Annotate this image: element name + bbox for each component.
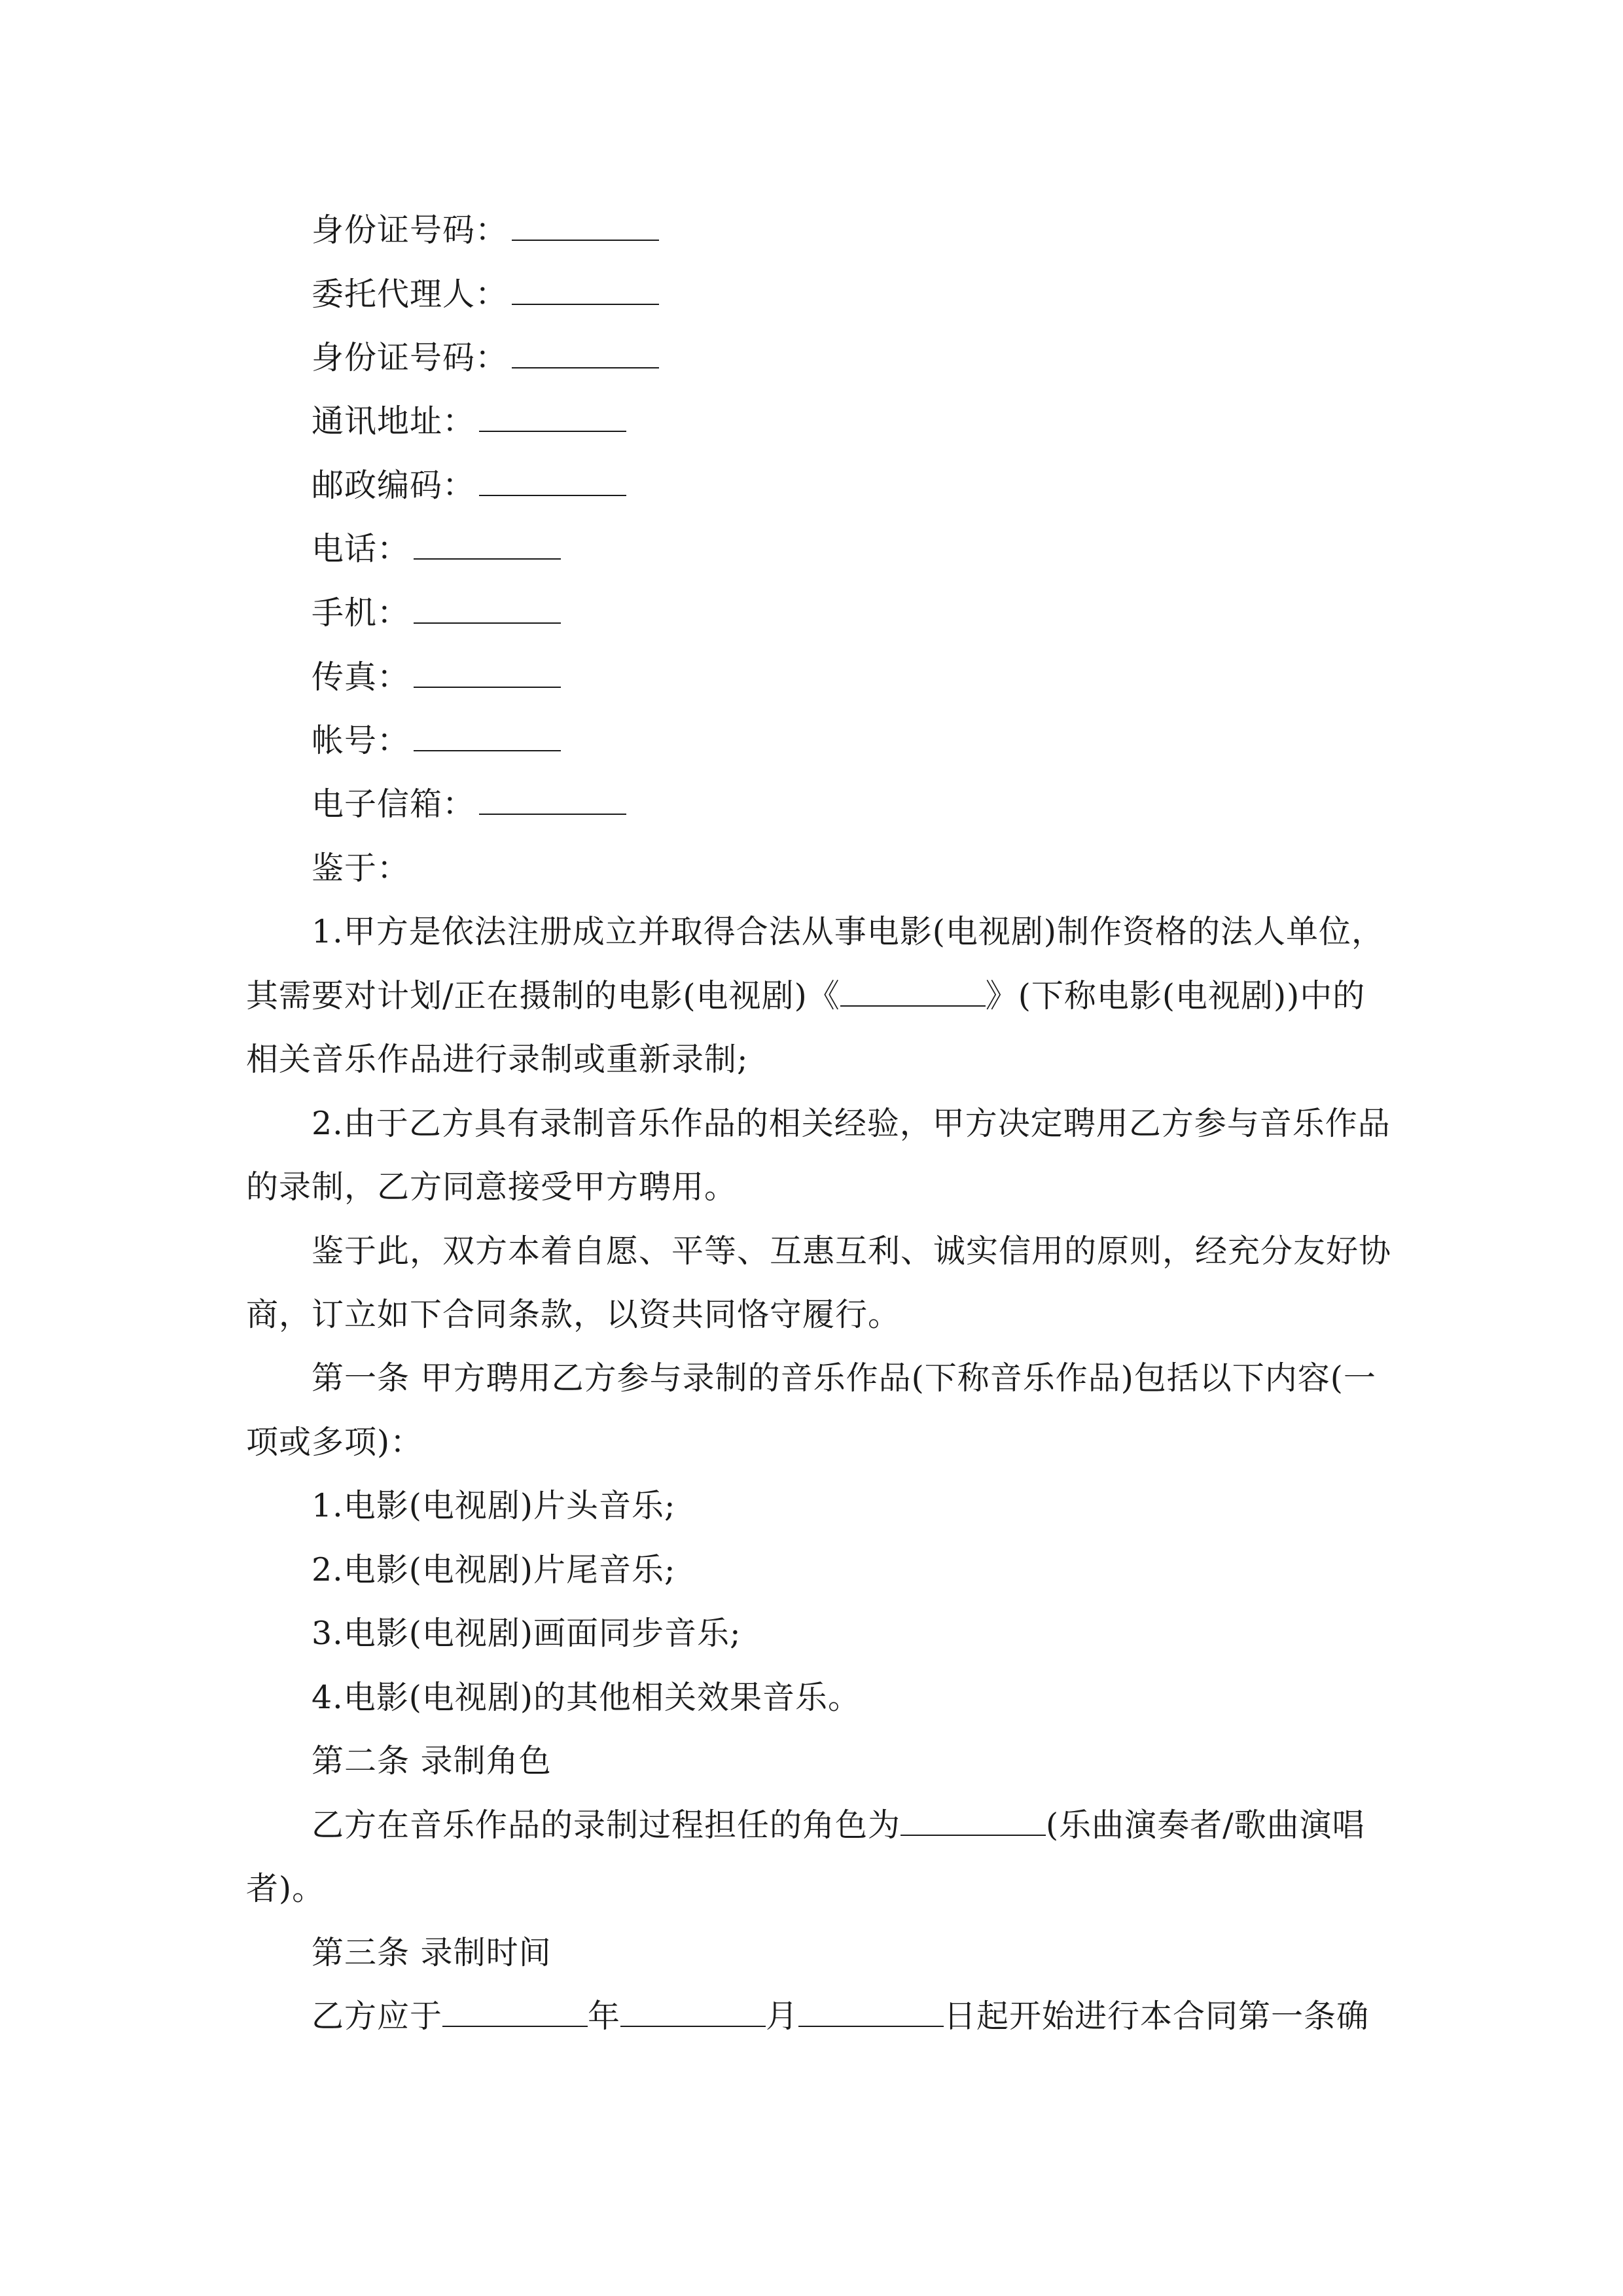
field-phone: [312, 529, 561, 569]
field-label: 邮政编码：: [312, 467, 476, 504]
text-segment: 乙方应于: [312, 1998, 443, 2035]
field-postcode: [312, 466, 626, 505]
field-account: [312, 721, 561, 761]
fill-blank[interactable]: [414, 596, 561, 624]
article1-item-4: 4.电影(电视剧)的其他相关效果音乐。: [312, 1679, 861, 1716]
field-label: 电话：: [312, 530, 410, 567]
whereas-p1-line2: [246, 977, 1365, 1016]
field-label: 通讯地址：: [312, 403, 476, 440]
whereas-heading: 鉴于：: [312, 850, 410, 887]
field-mobile: [312, 594, 561, 633]
whereas-p3-line2: 商，订立如下合同条款，以资共同恪守履行。: [246, 1296, 901, 1333]
article1-item-3: 3.电影(电视剧)画面同步音乐;: [312, 1615, 741, 1652]
field-label: 帐号：: [312, 722, 410, 759]
article2-heading: 第二条 录制角色: [312, 1742, 552, 1780]
whereas-p2-line1: 2.由于乙方具有录制音乐作品的相关经验，甲方决定聘用乙方参与音乐作品: [312, 1105, 1391, 1142]
whereas-p1-line3: 相关音乐作品进行录制或重新录制;: [246, 1041, 749, 1078]
text-segment: 其需要对计划/正在摄制的电影(电视剧)《: [246, 977, 840, 1014]
whereas-p2-line2: 的录制，乙方同意接受甲方聘用。: [246, 1168, 738, 1206]
article3-heading: 第三条 录制时间: [312, 1934, 552, 1971]
field-id-number: [312, 211, 659, 250]
article1-line1: 第一条 甲方聘用乙方参与录制的音乐作品(下称音乐作品)包括以下内容(一: [312, 1359, 1376, 1397]
article2-line1: [312, 1806, 1365, 1845]
fill-blank[interactable]: [414, 660, 561, 688]
field-address: [312, 402, 626, 441]
field-label: 委托代理人：: [312, 276, 508, 313]
article1-item-2: 2.电影(电视剧)片尾音乐;: [312, 1551, 676, 1588]
article1-item-1: 1.电影(电视剧)片头音乐;: [312, 1487, 676, 1524]
fill-blank[interactable]: [512, 341, 659, 368]
fill-blank-month[interactable]: [620, 2000, 766, 2027]
field-agent-id-number: [312, 338, 659, 378]
text-segment: 日起开始进行本合同第一条确: [944, 1998, 1370, 2035]
fill-blank[interactable]: [479, 787, 626, 815]
whereas-p3-line1: 鉴于此，双方本着自愿、平等、互惠互利、诚实信用的原则，经充分友好协: [312, 1232, 1392, 1270]
article1-line2: 项或多项)：: [246, 1424, 423, 1461]
fill-blank[interactable]: [512, 213, 659, 241]
field-label: 手机：: [312, 594, 410, 632]
fill-blank[interactable]: [512, 278, 659, 305]
fill-blank[interactable]: [414, 724, 561, 751]
fill-blank[interactable]: [479, 404, 626, 432]
field-label: 身份证号码：: [312, 339, 508, 376]
field-email: [312, 785, 626, 824]
article3-line1: [312, 1997, 1369, 2036]
field-label: 传真：: [312, 658, 410, 696]
field-agent: [312, 275, 659, 314]
whereas-p1-line1: 1.甲方是依法注册成立并取得合法从事电影(电视剧)制作资格的法人单位，: [312, 913, 1384, 950]
text-segment: (乐曲演奏者/歌曲演唱: [1046, 1806, 1365, 1844]
fill-blank-day[interactable]: [798, 2000, 944, 2027]
text-segment: 月: [766, 1998, 799, 2035]
fill-blank[interactable]: [414, 532, 561, 560]
field-label: 身份证号码：: [312, 211, 508, 249]
fill-blank-year[interactable]: [442, 2000, 588, 2027]
fill-blank[interactable]: [901, 1808, 1046, 1836]
article2-line2: 者)。: [246, 1870, 325, 1907]
text-segment: 年: [588, 1998, 621, 2035]
field-label: 电子信箱：: [312, 785, 476, 823]
text-segment: 》(下称电影(电视剧))中的: [985, 977, 1366, 1014]
text-segment: 乙方在音乐作品的录制过程担任的角色为: [312, 1806, 901, 1844]
fill-blank[interactable]: [840, 979, 986, 1007]
fill-blank[interactable]: [479, 469, 626, 496]
field-fax: [312, 658, 561, 697]
